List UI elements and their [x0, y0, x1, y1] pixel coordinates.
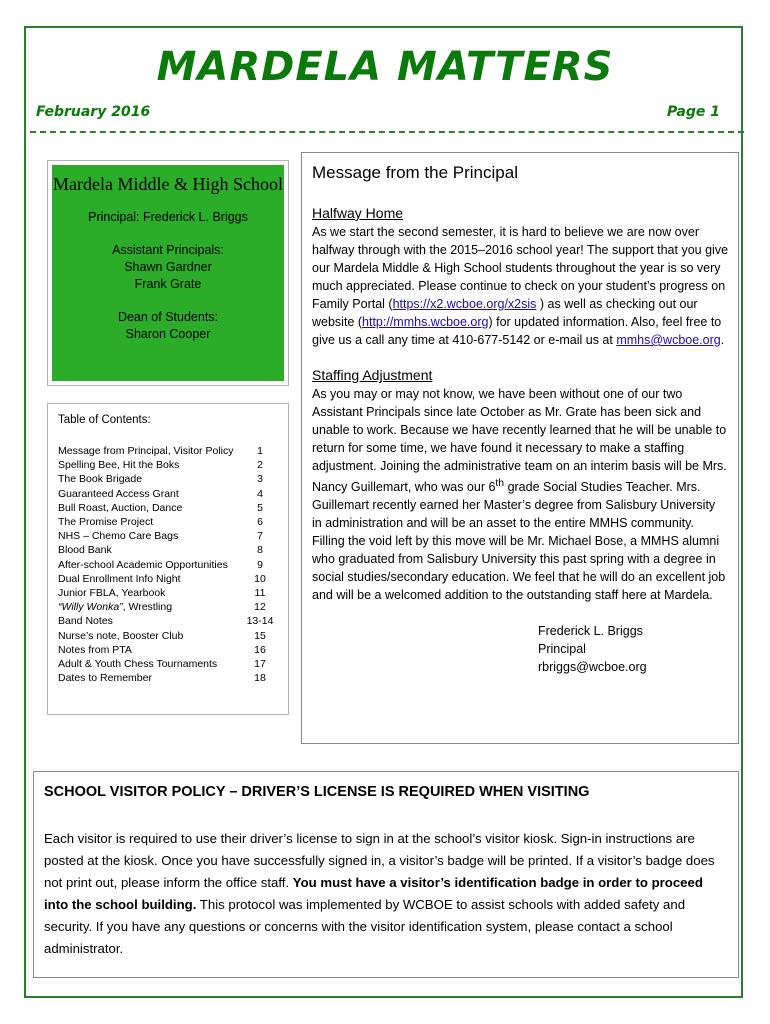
- toc-item-label: Band Notes: [58, 615, 113, 628]
- toc-item-label: Blood Bank: [58, 544, 112, 557]
- principal-line: Principal: Frederick L. Briggs: [88, 210, 248, 224]
- family-portal-link[interactable]: https://x2.wcboe.org/x2sis: [392, 297, 537, 311]
- toc-item-label: Guaranteed Access Grant: [58, 487, 179, 500]
- toc-item-page: 15: [254, 629, 266, 642]
- table-of-contents: [47, 403, 289, 715]
- staffing-adjustment-paragraph: As you may or may not know, we have been without one of our two Assistant Principals since late October as Mr. Grate has been sick and unable to work. Because we have recently learned that he will be unable to return for some time, we have found it necessary to make a staffing adjustment. Joining the administrative team on an interim basis will be Mrs. Nancy Guillemart, who was our 6th grade Social Studies Teacher. Mrs. Guillemart recently earned her Master’s degree from Salisbury University in administration and will be an asset to the entire MMHS community. Filling the void left by this move will be Mr. Michael Bose, a MMHS alumni who graduated from Salisbury University this past spring with a degree in social studies/secondary education. We feel that he will do an excellent job and will be a welcomed addition to the outstanding staff here at Mardela.: [312, 387, 727, 603]
- toc-item-page: 17: [254, 658, 266, 671]
- assistant-principals-label: Assistant Principals:: [112, 243, 224, 257]
- school-info-box: [47, 160, 289, 386]
- toc-item-label: Dates to Remember: [58, 672, 152, 685]
- toc-item-label: Notes from PTA: [58, 643, 132, 656]
- toc-item-page: 18: [254, 672, 266, 685]
- toc-item-label: Adult & Youth Chess Tournaments: [58, 658, 218, 671]
- toc-item-label: “Willy Wonka”, Wrestling: [58, 601, 173, 614]
- toc-item-label: Message from Principal, Visitor Policy: [58, 445, 234, 457]
- toc-item-page: 8: [257, 544, 263, 557]
- toc-item: [58, 487, 278, 501]
- toc-item-label: Spelling Bee, Hit the Boks: [58, 459, 180, 472]
- visitor-policy-box: [33, 771, 739, 978]
- school-info-panel: [52, 165, 284, 381]
- staffing-adjustment-heading: Staffing Adjustment: [312, 367, 433, 383]
- school-email-link[interactable]: mmhs@wcboe.org: [616, 333, 721, 347]
- signature-email: rbriggs@wcboe.org: [538, 660, 647, 675]
- toc-list: [58, 444, 278, 685]
- signature-name: Frederick L. Briggs: [538, 624, 643, 639]
- halfway-home-paragraph: As we start the second semester, it is hard to believe we are now over halfway through with the 2015–2016 school year! The support that you give our Mardela Middle & High School students throughout the year is so very much appreciated. Please continue to check on your student’s progress on Family Portal (https://x2.wcboe.org/x2sis ) as well as checking out our website (http://mmhs.wcboe.org) for updated information. Also, feel free to give us a call any time at 410-677-5142 or e-mail us at mmhs@wcboe.org.: [312, 225, 729, 347]
- toc-item: [58, 671, 278, 685]
- newsletter-title: MARDELA MATTERS: [156, 44, 614, 90]
- toc-item: [58, 629, 278, 643]
- toc-item: [58, 501, 278, 515]
- dean-name: Sharon Cooper: [125, 327, 211, 341]
- toc-item-label: Nurse’s note, Booster Club: [58, 629, 184, 642]
- issue-date: February 2016: [36, 104, 151, 120]
- signature-role: Principal: [538, 642, 586, 657]
- toc-item-label: Junior FBLA, Yearbook: [58, 587, 166, 600]
- assistant-principal-name: Frank Grate: [134, 277, 202, 291]
- toc-item-page: 5: [257, 501, 263, 514]
- principal-message-box: [301, 152, 739, 744]
- toc-item: [58, 657, 278, 671]
- toc-item: [58, 458, 278, 472]
- toc-item-page: 7: [257, 530, 263, 543]
- toc-item-label: The Promise Project: [58, 516, 154, 529]
- school-name: Mardela Middle & High School: [53, 174, 283, 194]
- toc-item: [58, 529, 278, 543]
- dashed-divider: [30, 131, 744, 133]
- page-number: Page 1: [667, 104, 720, 120]
- toc-item: [58, 515, 278, 529]
- assistant-principal-name: Shawn Gardner: [124, 260, 212, 274]
- message-title: Message from the Principal: [312, 163, 518, 182]
- toc-title: Table of Contents:: [58, 414, 151, 426]
- toc-item-label: After-school Academic Opportunities: [58, 558, 228, 571]
- toc-item: [58, 600, 278, 614]
- toc-item: [58, 586, 278, 600]
- toc-item-page: 10: [254, 572, 266, 585]
- toc-item: [58, 558, 278, 572]
- toc-item-label: The Book Brigade: [58, 473, 143, 486]
- visitor-policy-text: Each visitor is required to use their driver’s license to sign in at the school’s visitor kiosk. Sign-in instructions are posted at the kiosk. Once you have successfully signed in, a visitor’s badge will be printed. If a visitor’s badge does not print out, please inform the office staff. You must have a visitor’s identification badge in order to proceed into the school building. This protocol was implemented by WCBOE to assist schools with added safety and security. If you have any questions or concerns with the visitor identification system, please contact a school administrator.: [44, 831, 715, 956]
- halfway-home-heading: Halfway Home: [312, 205, 404, 221]
- toc-item: [58, 614, 278, 628]
- toc-item: [58, 543, 278, 557]
- toc-item-page: 2: [257, 459, 263, 472]
- dean-label: Dean of Students:: [117, 310, 219, 324]
- toc-item-page: 13-14: [246, 615, 274, 628]
- toc-item: [58, 572, 278, 586]
- toc-item: [58, 444, 278, 458]
- toc-item-page: 12: [254, 601, 266, 614]
- toc-item-page: 9: [257, 558, 263, 571]
- toc-item-page: 1: [257, 445, 263, 457]
- school-website-link[interactable]: http://mmhs.wcboe.org: [362, 315, 489, 329]
- toc-item-page: 16: [254, 643, 266, 656]
- toc-item-page: 4: [257, 487, 263, 500]
- toc-item-page: 3: [257, 473, 263, 486]
- toc-item: [58, 643, 278, 657]
- toc-item: [58, 472, 278, 486]
- toc-item-label: Bull Roast, Auction, Dance: [58, 501, 183, 514]
- visitor-policy-title: SCHOOL VISITOR POLICY – DRIVER’S LICENSE IS REQUIRED WHEN VISITING: [44, 784, 590, 800]
- toc-item-page: 6: [257, 516, 263, 529]
- visitor-badge-requirement: You must have a visitor’s identification badge in order to proceed into the school building.: [44, 875, 703, 912]
- toc-item-label: NHS – Chemo Care Bags: [58, 530, 179, 543]
- toc-item-page: 11: [254, 587, 266, 600]
- principal-signature: [538, 622, 728, 676]
- toc-item-label: Dual Enrollment Info Night: [58, 572, 181, 585]
